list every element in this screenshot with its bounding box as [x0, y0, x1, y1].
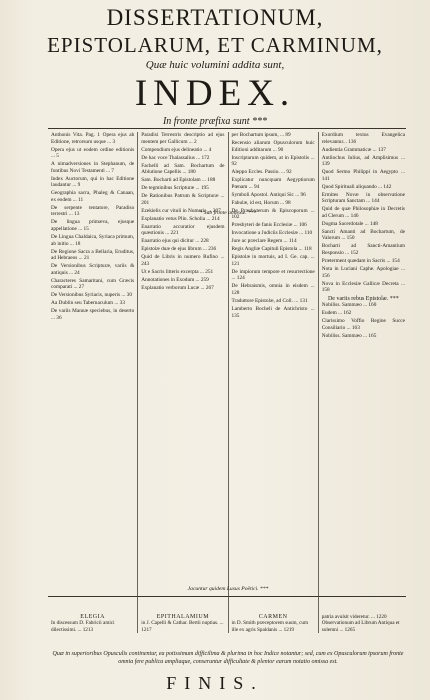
poetry-heading: ELEGIA — [80, 614, 105, 620]
index-entry: Invocatione a Judiciis Ecclesiæ ... 110 — [231, 230, 313, 237]
index-entry: De lingua primæva, ejusque appellatione ... 15 — [51, 219, 135, 233]
prefatio-note: In fronte præfixa sunt *** — [162, 116, 268, 127]
footnote: Quæ in superioribus Opusculis continentur, ea potissimum difficilima & plurima in hoc Indice notantur; sed, cum ex Opusculorum ipsorum fronte omnia fere publica ampliaque, conseruntur difficultate & plenior earum notatio omissa est. — [52, 651, 404, 665]
index-entry: Exordium textus Evangelica relevantur... 136 — [321, 132, 405, 145]
index-entry: Annotationes in Exodum ... 259 — [141, 276, 209, 283]
index-entry: Clarissimo Voffio Regine Succe Consiliario ... 163 — [321, 318, 405, 331]
index-entry: De Præsbyterum & Episcoporum ... 102 — [231, 207, 315, 221]
index-entry: De Lingua Chaldaica, Syriaca primum, ab initio ... 18 — [51, 234, 135, 247]
poetry-text: In discessum D. Fabricii amici dilectissimi. ... 1213 — [51, 620, 115, 633]
index-entry: De serpente tentatore, Paradiso terrestri ... 13 — [51, 204, 135, 218]
index-entry: Epistolæ in mortuis, ad I. Ge. cap. ... 121 — [231, 254, 315, 267]
poetry-entry — [318, 614, 408, 633]
index-entry: Symboli Apostol. Antiqui Sic ... 96 — [231, 191, 306, 198]
index-entry: Quid de quæ Philosophiæ in Decretis ad Clerum ... 146 — [321, 206, 405, 219]
index-entry: Inscriptarum quidem, at in Epistolis ... 92 — [231, 154, 315, 168]
index-entry: Anthonis Vita. Pag. 1 Opera ejus ab Editione, retrorsum usque ... 3 — [51, 132, 135, 145]
index-entry: Recensio aliarum Opusculorum huic Editioni additarum ... 90 — [231, 139, 315, 153]
index-entry: De Versionibus Syriacis, nuperis ... 30 — [51, 292, 132, 299]
index-entry: Explanatio verborum Lucæ ... 267 — [141, 284, 214, 291]
index-entry: Præterment quædam in Sacris ... 154 — [321, 258, 400, 264]
index-entry: Explicatur nuncquam Aegyptiorum Pœnam ... 94 — [231, 177, 315, 190]
index-entry: Nova in Ecclesiæ Gallicæ Decreta ... 158 — [321, 280, 405, 294]
poetry-heading: EPITHALAMIUM — [156, 614, 210, 620]
index-entry: Regis Angliæ Capituli Epistola ... 118 — [231, 246, 312, 253]
index-entry: Nobiliss. Sammæo ... 165 — [321, 332, 377, 339]
title-line-2: EPISTOLARUM, ET CARMINUM, — [47, 33, 383, 57]
section-divider-text-2: Jacuntur quidem Lusus Poëtici. *** — [187, 586, 269, 592]
index-entry: Aa Dublin seu Tabernaculum ... 33 — [51, 300, 125, 307]
index-heading: INDEX. — [134, 73, 296, 114]
index-entry: Quod Spirituali aliquando ... 142 — [321, 183, 392, 190]
poetry-row — [48, 614, 408, 633]
index-entry: De Rationibus Patrum & Scripturæ ... 201 — [141, 193, 225, 206]
index-column-4 — [318, 132, 408, 614]
index-entry: Compendium ejus delineatio ... 4 — [141, 146, 212, 153]
poetry-entry — [48, 614, 137, 633]
index-entry: Fachelli ad Sam. Bochartum de Ablutione Capellis ... 180 — [141, 162, 225, 176]
index-column-1 — [48, 132, 137, 614]
index-entry: Bocharti ad Sancti-Amantium Responsio ... 152 — [321, 243, 405, 257]
index-entry: Index Auctorum, qui in hac Editione laudantur ... 9 — [51, 175, 135, 189]
poetry-heading: CARMEN — [258, 614, 288, 620]
index-entry: Sam. Bocharti ad Epistolam ... 188 — [141, 177, 216, 184]
section-heading: De variis rebus Epistolæ. *** — [327, 295, 399, 302]
subtitle: Quæ huic volumini addita sunt, — [145, 59, 285, 71]
index-column-2 — [137, 132, 227, 614]
index-entry: De tegminibus Scripturæ ... 195 — [141, 185, 209, 192]
poetry-entry — [137, 614, 227, 633]
index-entry: De Versionibus Scripturæ, variis & antiquis ... 24 — [51, 263, 135, 276]
index-entry: Geographia sacra, Phaleg & Canaan, ex eodem ... 11 — [51, 190, 135, 203]
index-entry: per Bochartum ipsum, ... 89 — [231, 132, 291, 138]
index-entry: Lamberto Bocheli de Antichristo ... 135 — [231, 305, 315, 319]
poetry-text: in J. Capelli & Cathar. Bertii nuptias. ... 1217 — [141, 620, 224, 633]
index-entry: Audientia Grammaticæ ... 137 — [321, 146, 386, 153]
index-entry: Ezekielis cur vituli in Numeris ... 207 — [141, 207, 221, 214]
index-entry: Ut e Sacris litteris excerpta ... 251 — [141, 268, 214, 275]
section-divider-text: * Sub fronte annexæ. *** — [199, 210, 257, 216]
index-entry: Antilochus Iulius, ad Amplisimus ... 139 — [321, 154, 405, 168]
index-entry: De impiorum tempore et resurrectione ... 124 — [231, 268, 315, 282]
index-entry: De Hebraismis, omnia in eisdem ... 128 — [231, 283, 315, 296]
poetry-rule — [48, 596, 406, 597]
index-entry: De Regione Sacra a Bellaria, Eruditus, ad Hebraeos ... 21 — [51, 248, 135, 262]
index-entry: Opera ejus ut eodem ordine editionis ... 5 — [51, 146, 135, 160]
finis-mark: FINIS. — [166, 673, 264, 693]
index-entry: Præsbyteri de fanis Ecclesiæ ... 106 — [231, 222, 307, 229]
index-entry: Ermites Novæ in observatione Scripturam Sanctam ... 144 — [321, 191, 405, 205]
index-entry: De variis Mannæ speciebus, in deserto ... 36 — [51, 308, 135, 321]
index-entry: Dogma Sacerdotale ... 148 — [321, 220, 378, 227]
index-entry: Enarratio accuratior ejusdem quæstionis ... 221 — [141, 223, 225, 237]
index-entry: Sancti Amanti ad Bochartum, de Valorum ... 150 — [321, 228, 405, 242]
index-entry: Quod Sermo Philippi in Aegypto ... 141 — [321, 169, 405, 182]
title-line-1: DISSERTATIONUM, — [106, 5, 324, 30]
poetry-text: in D. Smith præceptorem suum, cum ille ex agris Spaldanis ... 1219 — [231, 620, 309, 633]
index-entry: Enarratio ejus qui dicitur ... 228 — [141, 238, 209, 245]
index-entry: Nobiliss. Sammæo ... 160 — [321, 302, 377, 309]
index-columns — [48, 132, 408, 614]
index-entry: Nota in Luciani Caphe. Apologiae ... 156 — [321, 265, 405, 279]
index-entry: De hac voce Thalassalius ... 172 — [141, 154, 210, 161]
header-rule — [48, 128, 406, 129]
index-entry: Quid de Libris in numero Rufino ... 243 — [141, 254, 225, 267]
index-entry: Traduttore Epistolæ, ad Coll. ... 131 — [231, 297, 308, 304]
index-entry: Aleppo Eccles. Passio. ... 92 — [231, 169, 292, 176]
poetry-text: patria avulsit videretur. ... 1220 Observationum ad Librum Antiqua et solemni ... 1265 — [321, 614, 400, 633]
index-entry: Fabulæ, id est, Horum ... 98 — [231, 199, 291, 206]
index-entry: Eudem ... 162 — [321, 310, 352, 317]
index-entry: Jure ac præclare Regem ... 114 — [231, 238, 297, 245]
poetry-entry — [228, 614, 318, 633]
index-entry: A nimadversiones in Stephanum, de fontibus Novi Testamenti ... 7 — [51, 161, 135, 174]
index-entry: Paradisi Terrestris descriptio ad ejus mentem per Gallicum ... 2 — [141, 132, 225, 145]
index-entry: Epistolæ duæ de ejus librum ... 236 — [141, 246, 217, 253]
index-column-3 — [228, 132, 318, 614]
index-entry: Characteres Samaritani, cum Græcis comparati ... 27 — [51, 277, 135, 291]
index-entry: Explanatio vetus Plin. Scholia ... 214 — [141, 215, 220, 222]
